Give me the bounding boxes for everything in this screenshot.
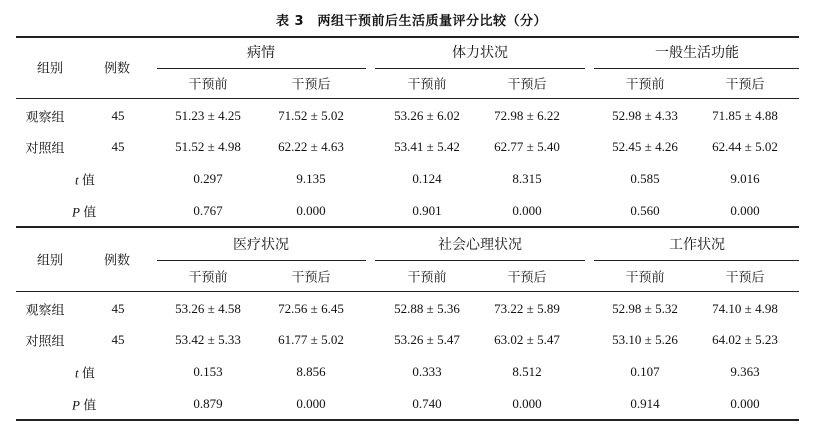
p-row-label xyxy=(72,395,96,414)
rule-top xyxy=(16,36,799,38)
table-cell: 53.41 ± 5.42 xyxy=(394,139,460,154)
subheader-pre: 干预前 xyxy=(188,270,228,286)
subheader-post: 干预后 xyxy=(507,77,547,93)
subheader-post: 干预后 xyxy=(725,77,765,93)
table-cell: 52.45 ± 4.26 xyxy=(612,139,678,154)
subheader-pre: 干预前 xyxy=(625,77,665,93)
row-count: 45 xyxy=(111,139,125,154)
table-cell: 51.52 ± 4.98 xyxy=(175,139,241,154)
subheader-post: 干预后 xyxy=(725,270,765,286)
table-cell: 52.88 ± 5.36 xyxy=(394,301,460,316)
table-cell: 52.98 ± 4.33 xyxy=(612,108,678,123)
table-cell: 64.02 ± 5.23 xyxy=(712,332,778,347)
table-cell: 53.26 ± 5.47 xyxy=(394,332,460,347)
table-cell: 62.44 ± 5.02 xyxy=(712,139,778,154)
table-cell: 8.512 xyxy=(512,364,542,379)
table-cell: 53.26 ± 6.02 xyxy=(394,108,460,123)
domain-header: 工作状况 xyxy=(669,237,725,253)
table-cell: 0.560 xyxy=(630,203,660,218)
stat-symbol: t xyxy=(75,365,79,381)
domain-header: 体力状况 xyxy=(452,45,508,61)
rule-domain-3 xyxy=(594,68,799,69)
table-cell: 0.740 xyxy=(412,396,442,411)
row-count: 45 xyxy=(111,332,125,347)
row-label: 观察组 xyxy=(25,303,65,319)
table-cell: 73.22 ± 5.89 xyxy=(494,301,560,316)
stat-symbol: P xyxy=(72,204,80,220)
rule-domain-3 xyxy=(594,260,799,261)
subheader-post: 干预后 xyxy=(291,270,331,286)
table-cell: 62.77 ± 5.40 xyxy=(494,139,560,154)
header-count: 例数 xyxy=(103,253,131,269)
table-cell: 8.856 xyxy=(296,364,326,379)
rule-bottom xyxy=(16,419,799,421)
table-cell: 72.98 ± 6.22 xyxy=(494,108,560,123)
table-cell: 0.297 xyxy=(193,171,223,186)
stat-symbol: t xyxy=(75,172,79,188)
table-cell: 72.56 ± 6.45 xyxy=(278,301,344,316)
stat-symbol: P xyxy=(72,397,80,413)
stat-word: 值 xyxy=(83,398,97,414)
table-cell: 53.10 ± 5.26 xyxy=(612,332,678,347)
domain-header: 社会心理状况 xyxy=(438,237,522,253)
domain-header: 一般生活功能 xyxy=(655,45,739,61)
header-group: 组别 xyxy=(36,61,64,77)
table-cell: 0.000 xyxy=(296,396,326,411)
stat-word: 值 xyxy=(83,205,97,221)
table-cell: 0.107 xyxy=(630,364,660,379)
table-cell: 0.000 xyxy=(730,396,760,411)
subheader-pre: 干预前 xyxy=(407,77,447,93)
subheader-post: 干预后 xyxy=(507,270,547,286)
table-cell: 0.767 xyxy=(193,203,223,218)
table-cell: 74.10 ± 4.98 xyxy=(712,301,778,316)
table-cell: 63.02 ± 5.47 xyxy=(494,332,560,347)
row-count: 45 xyxy=(111,301,125,316)
stat-word: 值 xyxy=(81,173,95,189)
table-caption: 表 3 两组干预前后生活质量评分比较（分） xyxy=(275,14,548,29)
table-cell: 53.42 ± 5.33 xyxy=(175,332,241,347)
rule-section-divider xyxy=(16,226,799,228)
table-cell: 0.153 xyxy=(193,364,223,379)
table-cell: 61.77 ± 5.02 xyxy=(278,332,344,347)
rule-header-bottom xyxy=(16,98,799,99)
rule-header-bottom xyxy=(16,291,799,292)
subheader-pre: 干预前 xyxy=(188,77,228,93)
table-cell: 9.016 xyxy=(730,171,760,186)
table-cell: 0.333 xyxy=(412,364,442,379)
table-cell: 0.879 xyxy=(193,396,223,411)
table-cell: 62.22 ± 4.63 xyxy=(278,139,344,154)
domain-header: 医疗状况 xyxy=(233,237,289,253)
rule-domain-2 xyxy=(375,260,585,261)
table-cell: 8.315 xyxy=(512,171,542,186)
table-cell: 52.98 ± 5.32 xyxy=(612,301,678,316)
table-cell: 9.363 xyxy=(730,364,760,379)
domain-header: 病情 xyxy=(247,45,275,61)
table-cell: 0.000 xyxy=(296,203,326,218)
rule-domain-1 xyxy=(157,68,366,69)
subheader-pre: 干预前 xyxy=(407,270,447,286)
t-row-label xyxy=(75,363,95,382)
stat-word: 值 xyxy=(81,366,95,382)
subheader-post: 干预后 xyxy=(291,77,331,93)
row-label: 对照组 xyxy=(25,334,65,350)
table-cell: 9.135 xyxy=(296,171,326,186)
header-count: 例数 xyxy=(103,61,131,77)
table-cell: 51.23 ± 4.25 xyxy=(175,108,241,123)
table-cell: 71.52 ± 5.02 xyxy=(278,108,344,123)
row-count: 45 xyxy=(111,108,125,123)
table-cell: 71.85 ± 4.88 xyxy=(712,108,778,123)
row-label: 对照组 xyxy=(25,141,65,157)
table-cell: 0.124 xyxy=(412,171,442,186)
table-cell: 53.26 ± 4.58 xyxy=(175,301,241,316)
subheader-pre: 干预前 xyxy=(625,270,665,286)
rule-domain-2 xyxy=(375,68,585,69)
table-cell: 0.914 xyxy=(630,396,660,411)
header-group: 组别 xyxy=(36,253,64,269)
rule-domain-1 xyxy=(157,260,366,261)
p-row-label xyxy=(72,202,96,221)
table-cell: 0.000 xyxy=(730,203,760,218)
table-cell: 0.000 xyxy=(512,396,542,411)
t-row-label xyxy=(75,170,95,189)
table-cell: 0.000 xyxy=(512,203,542,218)
row-label: 观察组 xyxy=(25,110,65,126)
table-cell: 0.901 xyxy=(412,203,442,218)
table-cell: 0.585 xyxy=(630,171,660,186)
